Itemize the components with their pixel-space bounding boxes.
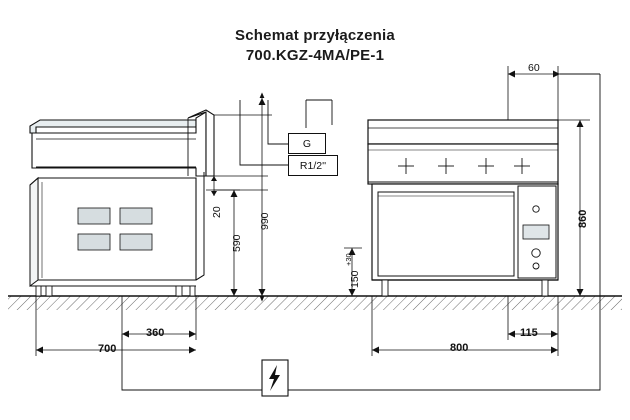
dim-990-label: 990 xyxy=(259,212,271,230)
dim-150-label: 150 xyxy=(349,270,361,288)
dim-700-label: 700 xyxy=(98,343,117,355)
dim-20-label: 20 xyxy=(211,206,223,218)
drawing-title-line-2: 700.KGZ-4MA/PE-1 xyxy=(245,47,385,64)
gas-connection-callout[interactable] xyxy=(288,133,326,154)
electrical-supply-symbol xyxy=(262,360,288,396)
dim-360-label: 360 xyxy=(146,327,165,339)
dim-150-superscript: +30 xyxy=(344,253,353,266)
dim-800-label: 800 xyxy=(450,342,469,354)
thread-size-label: R1/2'' xyxy=(299,159,327,172)
left-appliance-side-view xyxy=(30,110,214,296)
dim-860-label: 860 xyxy=(577,209,589,228)
drawing-title-line-1: Schemat przyłączenia xyxy=(235,27,395,44)
right-appliance-front-view xyxy=(368,120,558,296)
dim-115-label: 115 xyxy=(520,327,538,339)
dim-590-label: 590 xyxy=(231,234,243,252)
gas-connection-label: G xyxy=(302,137,312,150)
dim-60-label: 60 xyxy=(528,62,540,74)
ground-hatching xyxy=(8,296,622,310)
thread-size-callout[interactable] xyxy=(288,155,338,176)
